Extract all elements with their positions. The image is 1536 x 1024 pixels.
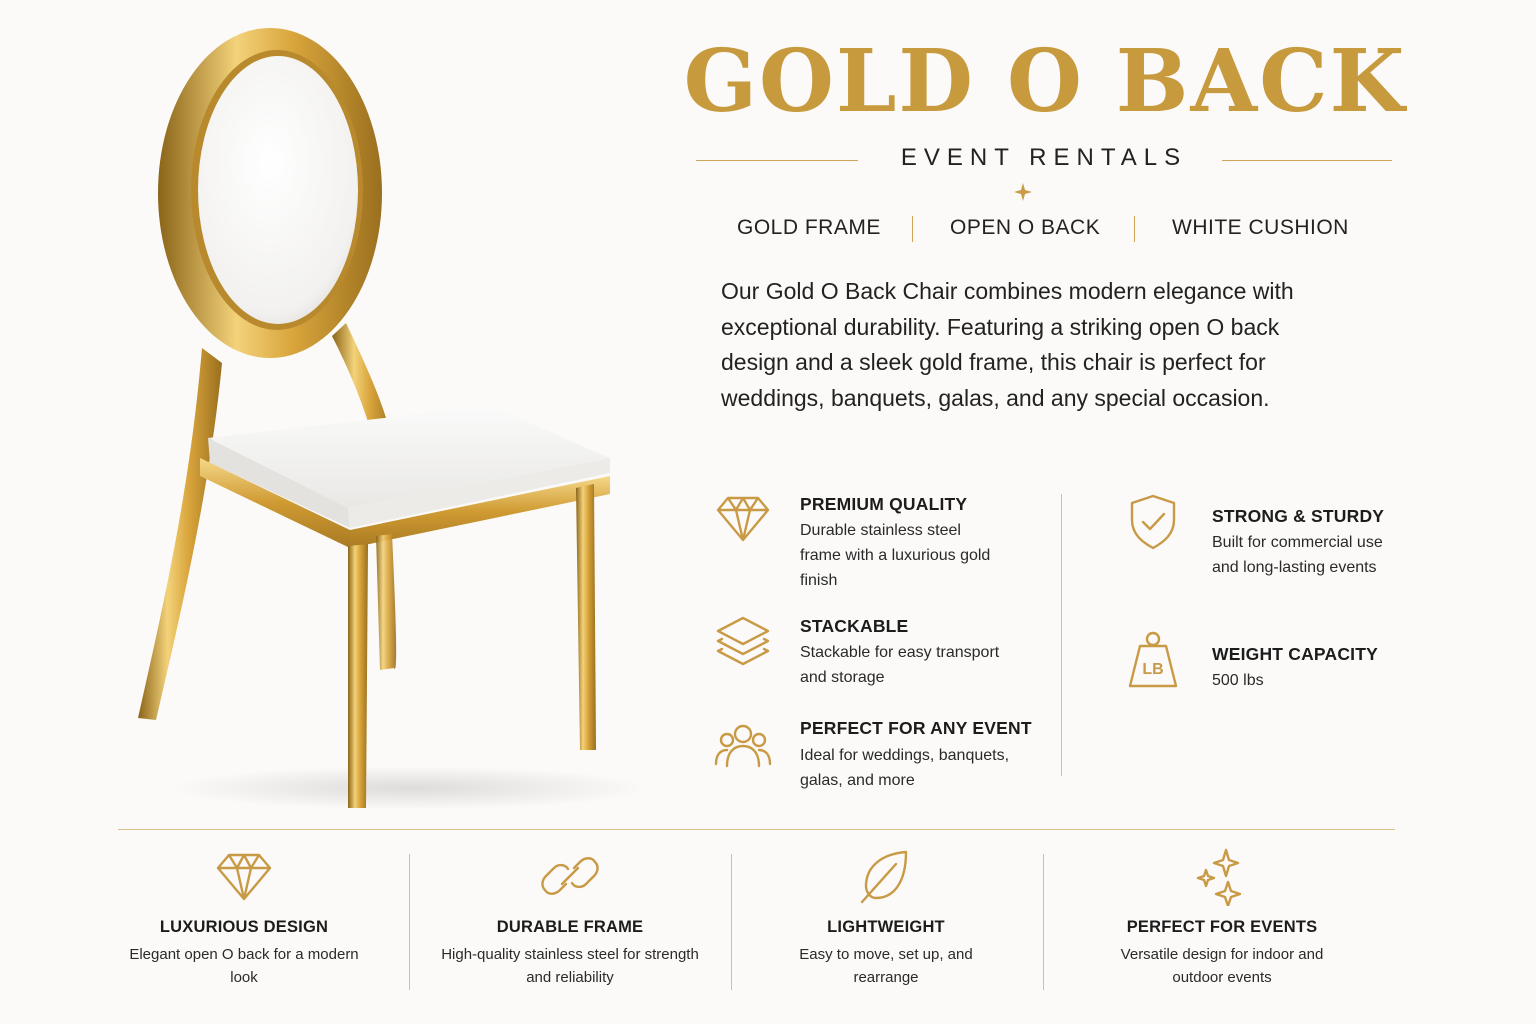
feature-text: Stackable for easy transport and storage (800, 644, 1000, 686)
bottom-feature-durable-frame (440, 846, 700, 989)
column-divider (409, 854, 410, 990)
diamond-icon (214, 846, 274, 906)
weight-lb-icon (1124, 630, 1182, 688)
product-description: Our Gold O Back Chair combines modern elegance with exceptional durability. Featuring a striking open O back design and a sleek gold frame, this chair is perfect for weddings, banquets, galas, and any special occasion. (721, 278, 1294, 411)
shield-check-icon (1124, 492, 1182, 550)
column-divider (731, 854, 732, 990)
tag-white-cushion: WHITE CUSHION (1172, 216, 1349, 239)
bottom-feature-text: Versatile design for indoor and outdoor events (1120, 946, 1324, 986)
people-icon (714, 718, 772, 776)
tag-gold-frame: GOLD FRAME (737, 216, 881, 239)
bottom-feature-perfect-for-events (1100, 846, 1344, 989)
feature-title: PERFECT FOR ANY EVENT (800, 718, 1032, 738)
bottom-feature-text: Easy to move, set up, and rearrange (799, 946, 973, 986)
gold-o-back-chair-image (110, 18, 650, 818)
vertical-divider (1061, 494, 1062, 776)
tag-separator (1134, 216, 1135, 242)
feature-strong-and-sturdy (1124, 492, 1424, 582)
bottom-feature-luxurious-design (128, 846, 360, 989)
horizontal-divider (118, 829, 1395, 830)
sparkles-icon (1192, 846, 1252, 906)
subtitle: EVENT RENTALS (900, 144, 1188, 171)
layers-icon (714, 614, 772, 672)
column-divider (1043, 854, 1044, 990)
diamond-icon (714, 490, 772, 548)
feature-text: Durable stainless steel frame with a luxurious gold finish (800, 522, 991, 589)
subtitle-row (696, 142, 1392, 178)
bottom-feature-title: LIGHTWEIGHT (827, 918, 945, 936)
feature-text: 500 lbs (1212, 672, 1264, 689)
feature-stackable (714, 614, 1054, 694)
divider-line (1222, 160, 1392, 161)
feature-weight-capacity (1124, 630, 1424, 700)
page-title: GOLD O BACK (683, 31, 1407, 132)
tag-row (700, 212, 1390, 246)
link-icon (540, 846, 600, 906)
bottom-feature-text: Elegant open O back for a modern look (129, 946, 359, 986)
bottom-feature-text: High-quality stainless steel for strength and reliability (441, 946, 699, 986)
weight-icon-label: LB (1142, 661, 1164, 678)
feature-premium-quality (714, 490, 1054, 600)
feature-text: Ideal for weddings, banquets, galas, and more (800, 747, 1010, 789)
tag-open-o-back: OPEN O BACK (950, 216, 1101, 239)
leaf-icon (856, 846, 916, 906)
bottom-feature-title: DURABLE FRAME (496, 918, 644, 936)
bottom-feature-title: PERFECT FOR EVENTS (1126, 918, 1318, 936)
feature-title: STRONG & STURDY (1212, 506, 1385, 526)
bottom-feature-lightweight (770, 846, 1002, 989)
feature-perfect-for-any-event (714, 718, 1054, 798)
bottom-feature-title: LUXURIOUS DESIGN (159, 918, 329, 936)
tag-separator (912, 216, 913, 242)
feature-title: PREMIUM QUALITY (800, 494, 968, 514)
sparkle-icon (1013, 182, 1033, 202)
divider-line (696, 160, 858, 161)
feature-title: STACKABLE (800, 616, 909, 636)
feature-text: Built for commercial use and long-lasting events (1212, 534, 1383, 576)
feature-title: WEIGHT CAPACITY (1212, 644, 1379, 664)
